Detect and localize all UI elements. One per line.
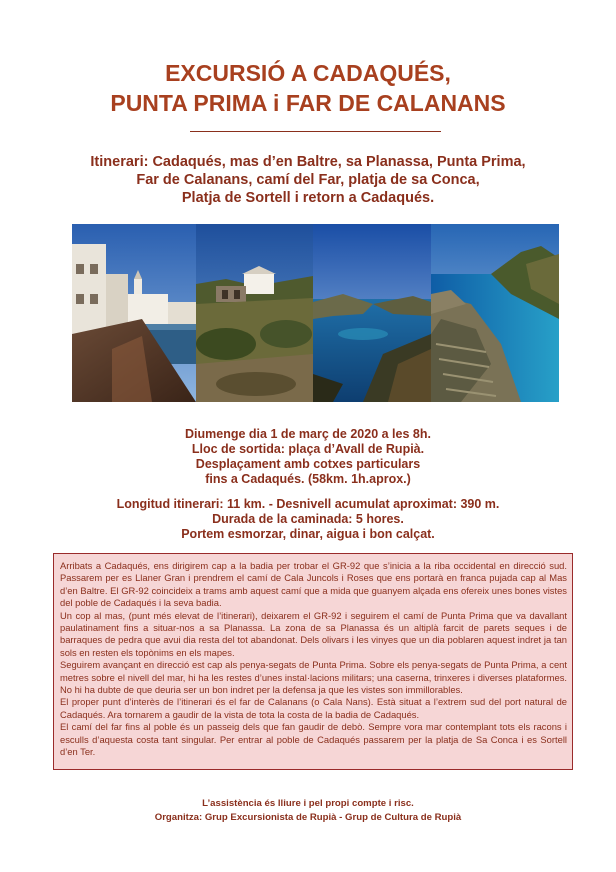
footer bbox=[0, 797, 616, 825]
description-paragraph: El camí del far fins al poble és un passeig dels que fan gaudir de debò. Sempre vora mar contemplant tots els racons i esculls d’aquesta costa tant singular. Per entrar al poble de Cadaqués passarem per la platja de Sa Conca i es Sortell d’en Ter. bbox=[60, 721, 567, 758]
description-paragraph: Arribats a Cadaqués, ens dirigirem cap a la badia per trobar el GR-92 que s’inicia a la riba occidental en direcció sud. Passarem per es Llaner Gran i prendrem el camí de Cala Juncols i Roses que ens portarà en franca pujada cap al Mas d’en Baltre. El GR-92 coincideix a trams amb aquest camí que a mida que guanyem alçada ens ofereix unes bones vistes del poble de Cadaqués i la seva badia. bbox=[60, 560, 567, 609]
description-paragraph: Un cop al mas, (punt més elevat de l’itinerari), deixarem el GR-92 i seguirem el camí de Punta Prima que va davallant paulatinament fins a situar-nos a sa Planassa. La zona de sa Planassa és un altiplà farcit de parets seques i de barraques de pedra que avui dia resta del tot abandonat. Dels olivars i les vinyes que un dia poblaren aquest indret ja tan sols en resten els topònims en els mapes. bbox=[60, 609, 567, 658]
event-details bbox=[0, 427, 616, 487]
photo-bay bbox=[313, 224, 431, 402]
photo-ruins bbox=[196, 224, 313, 402]
itinerary-line-2: Far de Calanans, camí del Far, platja de sa Conca, bbox=[136, 172, 480, 188]
route-duration: Durada de la caminada: 5 hores. bbox=[212, 512, 404, 526]
title-line-1: EXCURSIÓ A CADAQUÉS, bbox=[165, 60, 451, 86]
title-divider bbox=[190, 131, 441, 132]
event-transport-line-2: fins a Cadaqués. (58km. 1h.aprox.) bbox=[205, 472, 411, 486]
description-box bbox=[53, 553, 573, 770]
page-title bbox=[0, 58, 616, 118]
title-line-2: PUNTA PRIMA i FAR DE CALANANS bbox=[110, 90, 506, 116]
route-bring: Portem esmorzar, dinar, aigua i bon calçat. bbox=[181, 527, 435, 541]
description-paragraph: Seguirem avançant en direcció est cap als penya-segats de Punta Prima. Sobre els penya-segats de Punta Prima, a cent metres sobre el nivell del mar, hi ha les restes d’unes instal·lacions militars; una caserna, trinxeres i diverses plataformes. No hi ha dubte de que deuria ser un bon indret per la defensa ja que les vistes son immillorables. bbox=[60, 659, 567, 696]
event-transport-line-1: Desplaçament amb cotxes particulars bbox=[195, 457, 421, 471]
photo-village bbox=[72, 224, 196, 402]
footer-notice: L’assistència és lliure i pel propi compte i risc. bbox=[202, 798, 414, 809]
itinerary bbox=[0, 153, 616, 207]
description-paragraph: El proper punt d’interès de l’itinerari és el far de Calanans (o Cala Nans). Està situat a l’extrem sud del port natural de Cadaqués. Ara tornarem a gaudir de la vista de tota la costa de la badia de Cadaqués. bbox=[60, 696, 567, 720]
event-date: Diumenge dia 1 de març de 2020 a les 8h. bbox=[185, 427, 431, 441]
photo-coast bbox=[431, 224, 559, 402]
photo-strip bbox=[72, 224, 559, 402]
event-departure: Lloc de sortida: plaça d’Avall de Rupià. bbox=[191, 442, 425, 456]
itinerary-line-1: Itinerari: Cadaqués, mas d’en Baltre, sa Planassa, Punta Prima, bbox=[90, 154, 526, 170]
route-length: Longitud itinerari: 11 km. - Desnivell acumulat aproximat: 390 m. bbox=[116, 497, 500, 511]
itinerary-line-3: Platja de Sortell i retorn a Cadaqués. bbox=[181, 190, 435, 206]
route-stats bbox=[0, 497, 616, 542]
footer-organizer: Organitza: Grup Excursionista de Rupià - Grup de Cultura de Rupià bbox=[154, 812, 462, 823]
